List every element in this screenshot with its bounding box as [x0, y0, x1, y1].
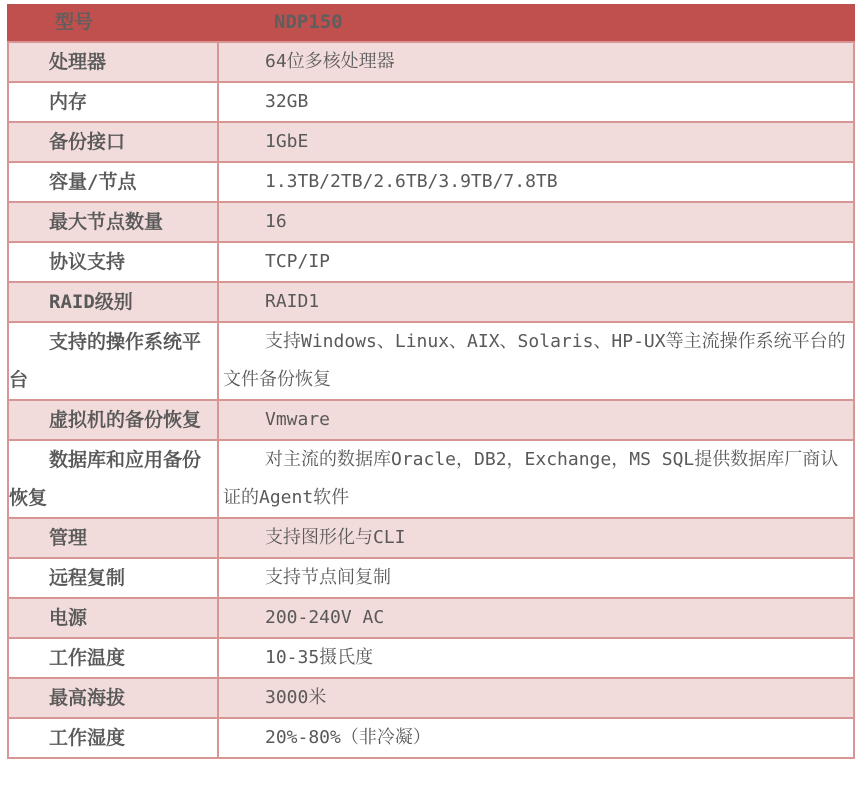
spec-value: 支持Windows、Linux、AIX、Solaris、HP-UX等主流操作系统平台的文件备份恢复 — [223, 331, 846, 390]
spec-label: 工作温度 — [9, 639, 219, 677]
spec-label: 内存 — [9, 83, 219, 121]
table-row — [9, 321, 853, 399]
spec-label: 虚拟机的备份恢复 — [9, 401, 219, 439]
spec-label: 支持的操作系统平台 — [9, 323, 219, 399]
spec-value: 20%-80%（非冷凝） — [265, 727, 431, 748]
spec-value: 1.3TB/2TB/2.6TB/3.9TB/7.8TB — [265, 171, 558, 192]
spec-value: RAID1 — [265, 291, 320, 312]
table-row — [9, 241, 853, 281]
spec-label: 协议支持 — [9, 243, 219, 281]
table-row — [9, 161, 853, 201]
table-row — [9, 517, 853, 557]
spec-value: 1GbE — [265, 131, 309, 152]
table-row — [9, 281, 853, 321]
spec-label: 数据库和应用备份恢复 — [9, 441, 219, 517]
table-header-row — [7, 4, 855, 41]
table-row — [9, 439, 853, 517]
spec-label: RAID级别 — [9, 283, 219, 321]
spec-value: 10-35摄氏度 — [265, 647, 374, 668]
table-row — [9, 557, 853, 597]
table-body — [7, 41, 855, 759]
header-model-value: NDP150 — [274, 11, 343, 33]
spec-label: 工作湿度 — [9, 719, 219, 757]
spec-value: TCP/IP — [265, 251, 331, 272]
spec-value: 32GB — [265, 91, 309, 112]
table-row — [9, 81, 853, 121]
spec-label: 管理 — [9, 519, 219, 557]
spec-label: 容量/节点 — [9, 163, 219, 201]
spec-value: Vmware — [265, 409, 331, 430]
table-row — [9, 637, 853, 677]
spec-value: 16 — [265, 211, 287, 232]
spec-value: 64位多核处理器 — [265, 51, 395, 72]
spec-label: 处理器 — [9, 43, 219, 81]
spec-label: 最大节点数量 — [9, 203, 219, 241]
spec-label: 电源 — [9, 599, 219, 637]
spec-value: 支持节点间复制 — [265, 567, 391, 588]
spec-table — [7, 4, 855, 759]
table-row — [9, 677, 853, 717]
spec-label: 备份接口 — [9, 123, 219, 161]
header-model-label: 型号 — [55, 11, 94, 33]
spec-value: 3000米 — [265, 687, 327, 708]
spec-label: 最高海拔 — [9, 679, 219, 717]
table-row — [9, 597, 853, 637]
spec-label: 远程复制 — [9, 559, 219, 597]
spec-value: 支持图形化与CLI — [265, 527, 406, 548]
table-row — [9, 43, 853, 81]
spec-value: 对主流的数据库Oracle，DB2，Exchange，MS SQL提供数据库厂商认证的Agent软件 — [223, 449, 839, 508]
table-row — [9, 717, 853, 757]
table-row — [9, 399, 853, 439]
table-row — [9, 201, 853, 241]
spec-value: 200-240V AC — [265, 607, 385, 628]
table-row — [9, 121, 853, 161]
